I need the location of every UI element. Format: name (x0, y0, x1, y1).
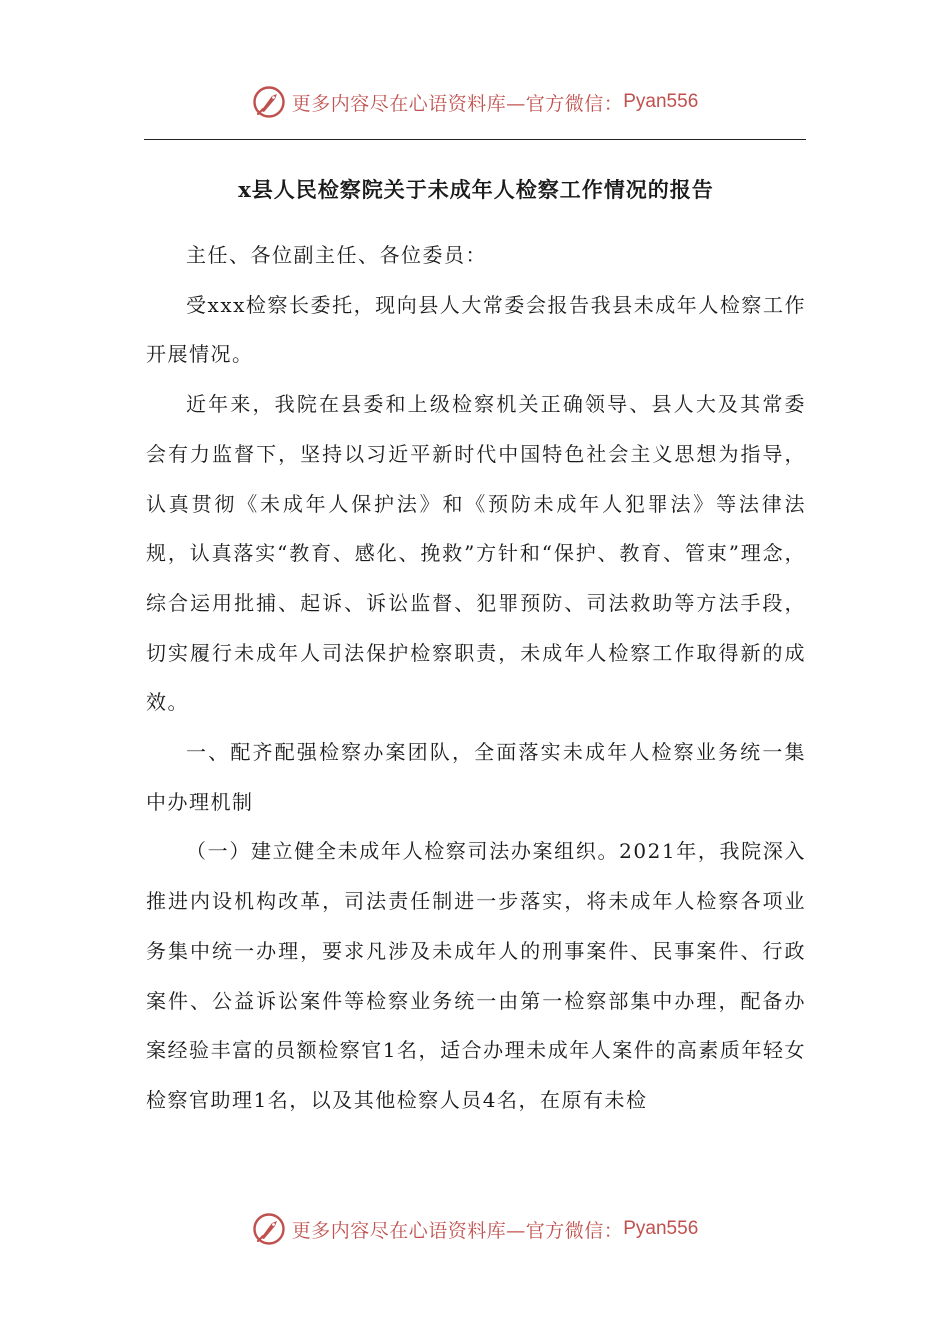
salutation-paragraph: 主任、各位副主任、各位委员： (186, 243, 487, 267)
banner-wechat-id: Pyan556 (623, 1218, 699, 1239)
header-banner (0, 82, 950, 122)
section-heading-1: 一、配齐配强检察办案团队，全面落实未成年人检察业务统一集中办理机制 (146, 740, 806, 814)
document-body (146, 231, 806, 1126)
pen-nib-logo-icon (252, 1212, 286, 1246)
document-page (146, 168, 806, 1126)
subsection-paragraph-1: （一）建立健全未成年人检察司法办案组织。2021年，我院深入推进内设机构改革，司法责任制进一步落实，将未成年人检察各项业务集中统一办理，要求凡涉及未成年人的刑事案件、民事案件、行政案件、公益诉讼案件等检察业务统一由第一检察部集中办理，配备办案经验丰富的员额检察官1名，适合办理未成年人案件的高素质年轻女检察官助理1名，以及其他检察人员4名，在原有未检 (146, 839, 806, 1112)
banner-slogan: 更多内容尽在心语资料库—官方微信： (291, 92, 624, 115)
banner-slogan: 更多内容尽在心语资料库—官方微信： (291, 1219, 624, 1242)
footer-banner (0, 1209, 950, 1249)
pen-nib-logo-icon (252, 85, 286, 119)
banner-wechat-id: Pyan556 (623, 91, 699, 112)
document-title: x县人民检察院关于未成年人检察工作情况的报告 (238, 177, 714, 202)
header-divider (144, 139, 806, 140)
overview-paragraph: 近年来，我院在县委和上级检察机关正确领导、县人大及其常委会有力监督下，坚持以习近平新时代中国特色社会主义思想为指导，认真贯彻《未成年人保护法》和《预防未成年人犯罪法》等法律法规，认真落实“教育、感化、挽救”方针和“保护、教育、管束”理念，综合运用批捕、起诉、诉讼监督、犯罪预防、司法救助等方法手段，切实履行未成年人司法保护检察职责，未成年人检察工作取得新的成效。 (146, 392, 806, 715)
intro-paragraph: 受xxx检察长委托，现向县人大常委会报告我县未成年人检察工作开展情况。 (146, 292, 806, 367)
